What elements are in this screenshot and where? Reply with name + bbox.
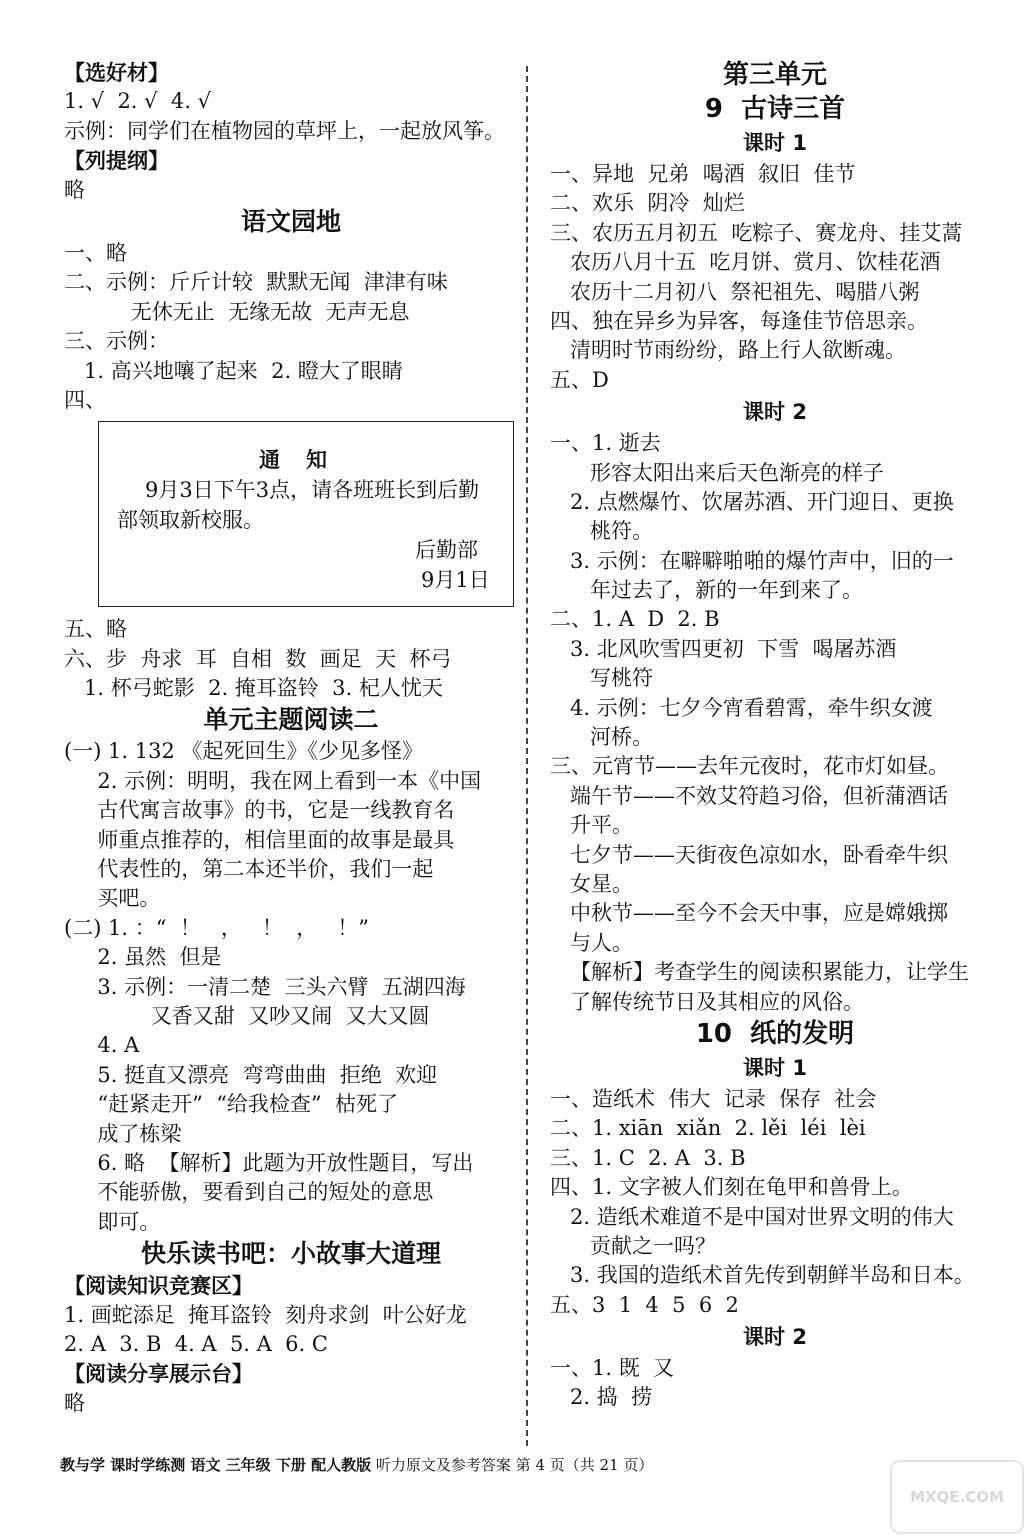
text-line: 五、3 1 4 5 6 2 (550, 1292, 739, 1317)
watermark-logo: MXQE.COM (890, 1460, 1024, 1534)
text-line: 写桃符 (550, 666, 654, 691)
right-column (550, 58, 1000, 1413)
text-line: 【阅读知识竞赛区】 (64, 1273, 253, 1299)
text-line: 【选好材】 (64, 60, 169, 85)
section-heading: 10 纸的发明 (695, 1018, 855, 1049)
text-line: 即可。 (64, 1209, 161, 1234)
text-line: 六、步 舟求 耳 自相 数 画足 天 杯弓 (64, 646, 452, 671)
text-line: 与人。 (550, 930, 634, 955)
text-line: 2. 造纸术难道不是中国对世界文明的伟大 (550, 1204, 954, 1229)
column-divider (526, 66, 528, 1446)
section-heading: 课时 2 (743, 400, 807, 425)
text-line: 三、农历五月初五 吃粽子、赛龙舟、挂艾蒿 (550, 220, 963, 245)
section-heading: 课时 1 (743, 1055, 807, 1080)
text-line: 二、1. A D 2. B (550, 607, 720, 632)
text-line: 2. A 3. B 4. A 5. A 6. C (64, 1331, 328, 1356)
text-line: 端午节——不效艾符趋习俗，但祈蒲酒话 (550, 783, 949, 808)
text-line: 一、造纸术 伟大 记录 保存 社会 (550, 1086, 877, 1111)
text-line: 买吧。 (64, 886, 161, 911)
text-line: 二、1. xiān xiǎn 2. lěi léi lèi (550, 1116, 866, 1141)
text-line: 农历十二月初八 祭祀祖先、喝腊八粥 (550, 279, 920, 304)
section-heading: 9 古诗三首 (704, 94, 846, 124)
text-line: 一、异地 兄弟 喝酒 叙旧 佳节 (550, 162, 856, 186)
text-line: 【列提纲】 (64, 148, 169, 174)
text-line: 略 (64, 1390, 85, 1415)
text-line: 二、示例：斤斤计较 默默无闻 津津有味 (64, 270, 448, 295)
text-line: 一、1. 既 又 (550, 1356, 675, 1381)
text-line: 农历八月十五 吃月饼、赏月、饮桂花酒 (550, 250, 941, 275)
text-line: 代表性的，第二本还半价，我们一起 (64, 857, 434, 882)
notice-title: 通知 (259, 447, 353, 473)
text-line: 1. 高兴地嚷了起来 2. 瞪大了眼睛 (64, 358, 403, 383)
text-line: 五、D (550, 367, 609, 392)
text-line: 1. 画蛇添足 掩耳盗铃 刻舟求剑 叶公好龙 (64, 1302, 467, 1327)
text-line: 形容太阳出来后天色渐亮的样子 (550, 460, 885, 485)
text-line: 五、略 (64, 617, 127, 642)
text-line: 【解析】考查学生的阅读积累能力，让学生 (550, 960, 970, 985)
text-line: (一) 1. 132 《起死回生》《少见多怪》 (64, 739, 424, 764)
text-line: 三、元宵节——去年元夜时，花市灯如昼。 (550, 754, 949, 779)
text-line: 示例：同学们在植物园的草坪上，一起放风筝。 (64, 118, 505, 143)
text-line: 3. 示例：一清二楚 三头六臂 五湖四海 (64, 974, 466, 999)
text-line: 三、示例： (64, 329, 169, 354)
text-line: 4. 示例：七夕今宵看碧霄，牵牛织女渡 (550, 695, 933, 720)
text-line: 桃符。 (550, 519, 654, 544)
text-line: 不能骄傲，要看到自己的短处的意思 (64, 1180, 434, 1205)
text-line: 四、独在异乡为异客，每逢佳节倍思亲。 (550, 308, 928, 333)
text-line: 古代寓言故事》的书，它是一线教育名 (64, 798, 455, 823)
section-heading: 快乐读书吧：小故事大道理 (140, 1239, 441, 1269)
text-line: 2. 捣 捞 (550, 1385, 653, 1410)
text-line: 无休无止 无缘无故 无声无息 (64, 299, 410, 324)
text-line: 二、欢乐 阴冷 灿烂 (550, 191, 745, 216)
notice-signature: 后勤部 (415, 538, 478, 563)
text-line: 一、略 (64, 240, 127, 265)
text-line: 升平。 (550, 813, 634, 838)
text-line: 七夕节——天街夜色凉如水，卧看牵牛织 (550, 842, 949, 867)
text-line: 1. 杯弓蛇影 2. 掩耳盗铃 3. 杞人忧天 (64, 676, 443, 701)
text-line: (二) 1. ：“ ！ ， ！ ， ！” (64, 915, 370, 940)
left-column (64, 58, 518, 1418)
text-line: 女星。 (550, 871, 634, 896)
text-line: 三、1. C 2. A 3. B (550, 1145, 746, 1170)
text-line: 4. A (64, 1033, 140, 1058)
section-heading: 课时 2 (743, 1325, 807, 1350)
text-line: 【阅读分享展示台】 (64, 1361, 253, 1387)
page-footer (60, 1454, 1000, 1475)
notice-box (98, 421, 514, 607)
text-line: 1. √ 2. √ 4. √ (64, 89, 211, 114)
text-line: 成了栋梁 (64, 1121, 182, 1146)
footer-page-info: 听力原文及参考答案 第 4 页（共 21 页） (375, 1456, 654, 1474)
notice-date: 9月1日 (421, 568, 490, 593)
text-line: 3. 北风吹雪四更初 下雪 喝屠苏酒 (550, 636, 897, 661)
text-line: 5. 挺直又漂亮 弯弯曲曲 拒绝 欢迎 (64, 1062, 438, 1087)
section-heading: 语文园地 (240, 206, 341, 236)
text-line: 略 (64, 177, 85, 202)
text-line: 清明时节雨纷纷，路上行人欲断魂。 (550, 338, 907, 363)
text-line: 四、1. 文字被人们刻在龟甲和兽骨上。 (550, 1175, 913, 1200)
text-line: 贡献之一吗？ (550, 1233, 717, 1258)
text-line: 年过去了，新的一年到来了。 (550, 578, 864, 603)
text-line: “赶紧走开” “给我检查” 枯死了 (64, 1092, 399, 1117)
text-line: 3. 我国的造纸术首先传到朝鲜半岛和日本。 (550, 1263, 975, 1288)
text-line: 2. 示例：明明，我在网上看到一本《中国 (64, 768, 482, 793)
text-line: 3. 示例：在噼噼啪啪的爆竹声中，旧的一 (550, 548, 954, 573)
text-line: 2. 虽然 但是 (64, 945, 222, 970)
footer-brand: 教与学 课时学练测 语文 三年级 下册 配人教版 (60, 1456, 372, 1474)
text-line: 又香又甜 又吵又闹 又大又圆 (64, 1003, 430, 1028)
text-line: 了解传统节日及其相应的风俗。 (550, 989, 865, 1014)
text-line: 中秋节——至今不会天中事，应是嫦娥掷 (550, 901, 949, 926)
text-line: 6. 略 【解析】此题为开放性题目，写出 (64, 1150, 474, 1175)
text-line: 一、1. 逝去 (550, 431, 661, 456)
section-heading: 课时 1 (743, 131, 807, 155)
notice-body: 部领取新校服。 (117, 508, 264, 533)
text-line: 河桥。 (550, 725, 654, 750)
section-heading: 单元主题阅读二 (203, 705, 379, 735)
text-line: 2. 点燃爆竹、饮屠苏酒、开门迎日、更换 (550, 489, 954, 514)
section-heading: 第三单元 (722, 60, 827, 90)
text-line: 四、 (64, 387, 106, 412)
text-line: 师重点推荐的，相信里面的故事是最具 (64, 827, 455, 852)
notice-body: 9月3日下午3点，请各班班长到后勤 (145, 478, 480, 503)
